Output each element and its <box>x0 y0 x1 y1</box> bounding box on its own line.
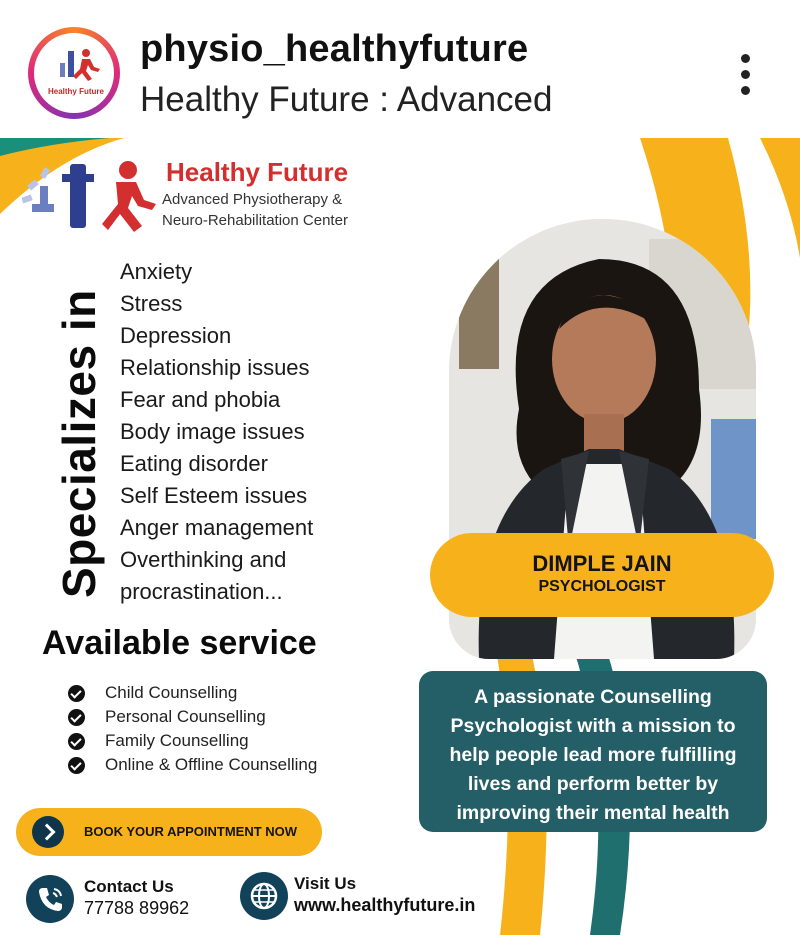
account-subtitle: Healthy Future : Advanced <box>140 80 553 119</box>
account-username[interactable]: physio_healthyfuture <box>140 28 529 70</box>
phone-icon <box>26 875 74 923</box>
post-image <box>0 138 800 935</box>
more-dot <box>741 70 750 79</box>
book-appointment-label: BOOK YOUR APPOINTMENT NOW <box>84 824 298 839</box>
list-item: Fear and phobia <box>120 387 281 412</box>
contact-phone: 77788 89962 <box>84 898 190 918</box>
service-label: Online & Offline Counselling <box>105 755 318 774</box>
services-heading: Available service <box>42 624 317 662</box>
list-item: Body image issues <box>120 419 305 444</box>
list-item: Relationship issues <box>120 355 310 380</box>
brand-tagline-line2: Neuro-Rehabilitation Center <box>162 212 348 229</box>
more-dot <box>741 86 750 95</box>
avatar-label: Healthy Future <box>47 87 104 96</box>
psychologist-role: PSYCHOLOGIST <box>538 578 666 595</box>
list-item: Self Esteem issues <box>120 483 308 508</box>
specializations-list <box>120 256 313 608</box>
brand-logo-icon <box>22 156 158 236</box>
chevron-right-icon <box>32 816 64 848</box>
list-item: Depression <box>120 323 232 348</box>
mission-statement <box>419 671 767 832</box>
book-appointment-button[interactable] <box>16 808 322 856</box>
healthy-future-logo-icon <box>46 45 106 85</box>
specializes-heading-text: Specializes in <box>53 289 105 598</box>
list-item: procrastination... <box>120 579 283 604</box>
check-circle-icon <box>68 709 85 726</box>
visit-title: Visit Us <box>294 874 357 893</box>
mission-line: lives and perform better by <box>467 773 719 795</box>
services-list <box>68 681 317 777</box>
list-item: Anxiety <box>120 259 193 284</box>
avatar-image <box>34 33 114 113</box>
service-label: Personal Counselling <box>105 707 266 726</box>
globe-icon <box>240 872 288 920</box>
list-item: Overthinking and <box>120 547 287 572</box>
profile-name-badge <box>430 533 774 617</box>
mission-line: improving their mental health <box>456 802 730 824</box>
check-circle-icon <box>68 757 85 774</box>
list-item: Stress <box>120 291 183 316</box>
more-vertical-icon <box>741 54 750 63</box>
mission-text <box>419 683 767 828</box>
list-item <box>68 681 317 705</box>
psychologist-name: DIMPLE JAIN <box>532 551 672 576</box>
service-label: Family Counselling <box>105 731 249 750</box>
service-label: Child Counselling <box>105 683 238 702</box>
mission-line: A passionate Counselling <box>474 686 712 708</box>
brand-tagline-line1: Advanced Physiotherapy & <box>162 191 343 208</box>
brand-name: Healthy Future <box>166 157 349 187</box>
list-item: Eating disorder <box>120 451 268 476</box>
post-header <box>0 0 800 138</box>
profile-avatar[interactable] <box>28 27 120 119</box>
list-item <box>68 705 317 729</box>
list-item <box>68 729 317 753</box>
website-link[interactable]: www.healthyfuture.in <box>294 895 476 915</box>
mission-line: help people lead more fulfilling <box>449 744 737 766</box>
contact-title: Contact Us <box>84 877 174 896</box>
list-item <box>68 753 317 777</box>
more-options-button[interactable] <box>728 50 762 100</box>
check-circle-icon <box>68 685 85 702</box>
check-circle-icon <box>68 733 85 750</box>
list-item: Anger management <box>120 515 314 540</box>
mission-line: Psychologist with a mission to <box>450 715 736 737</box>
